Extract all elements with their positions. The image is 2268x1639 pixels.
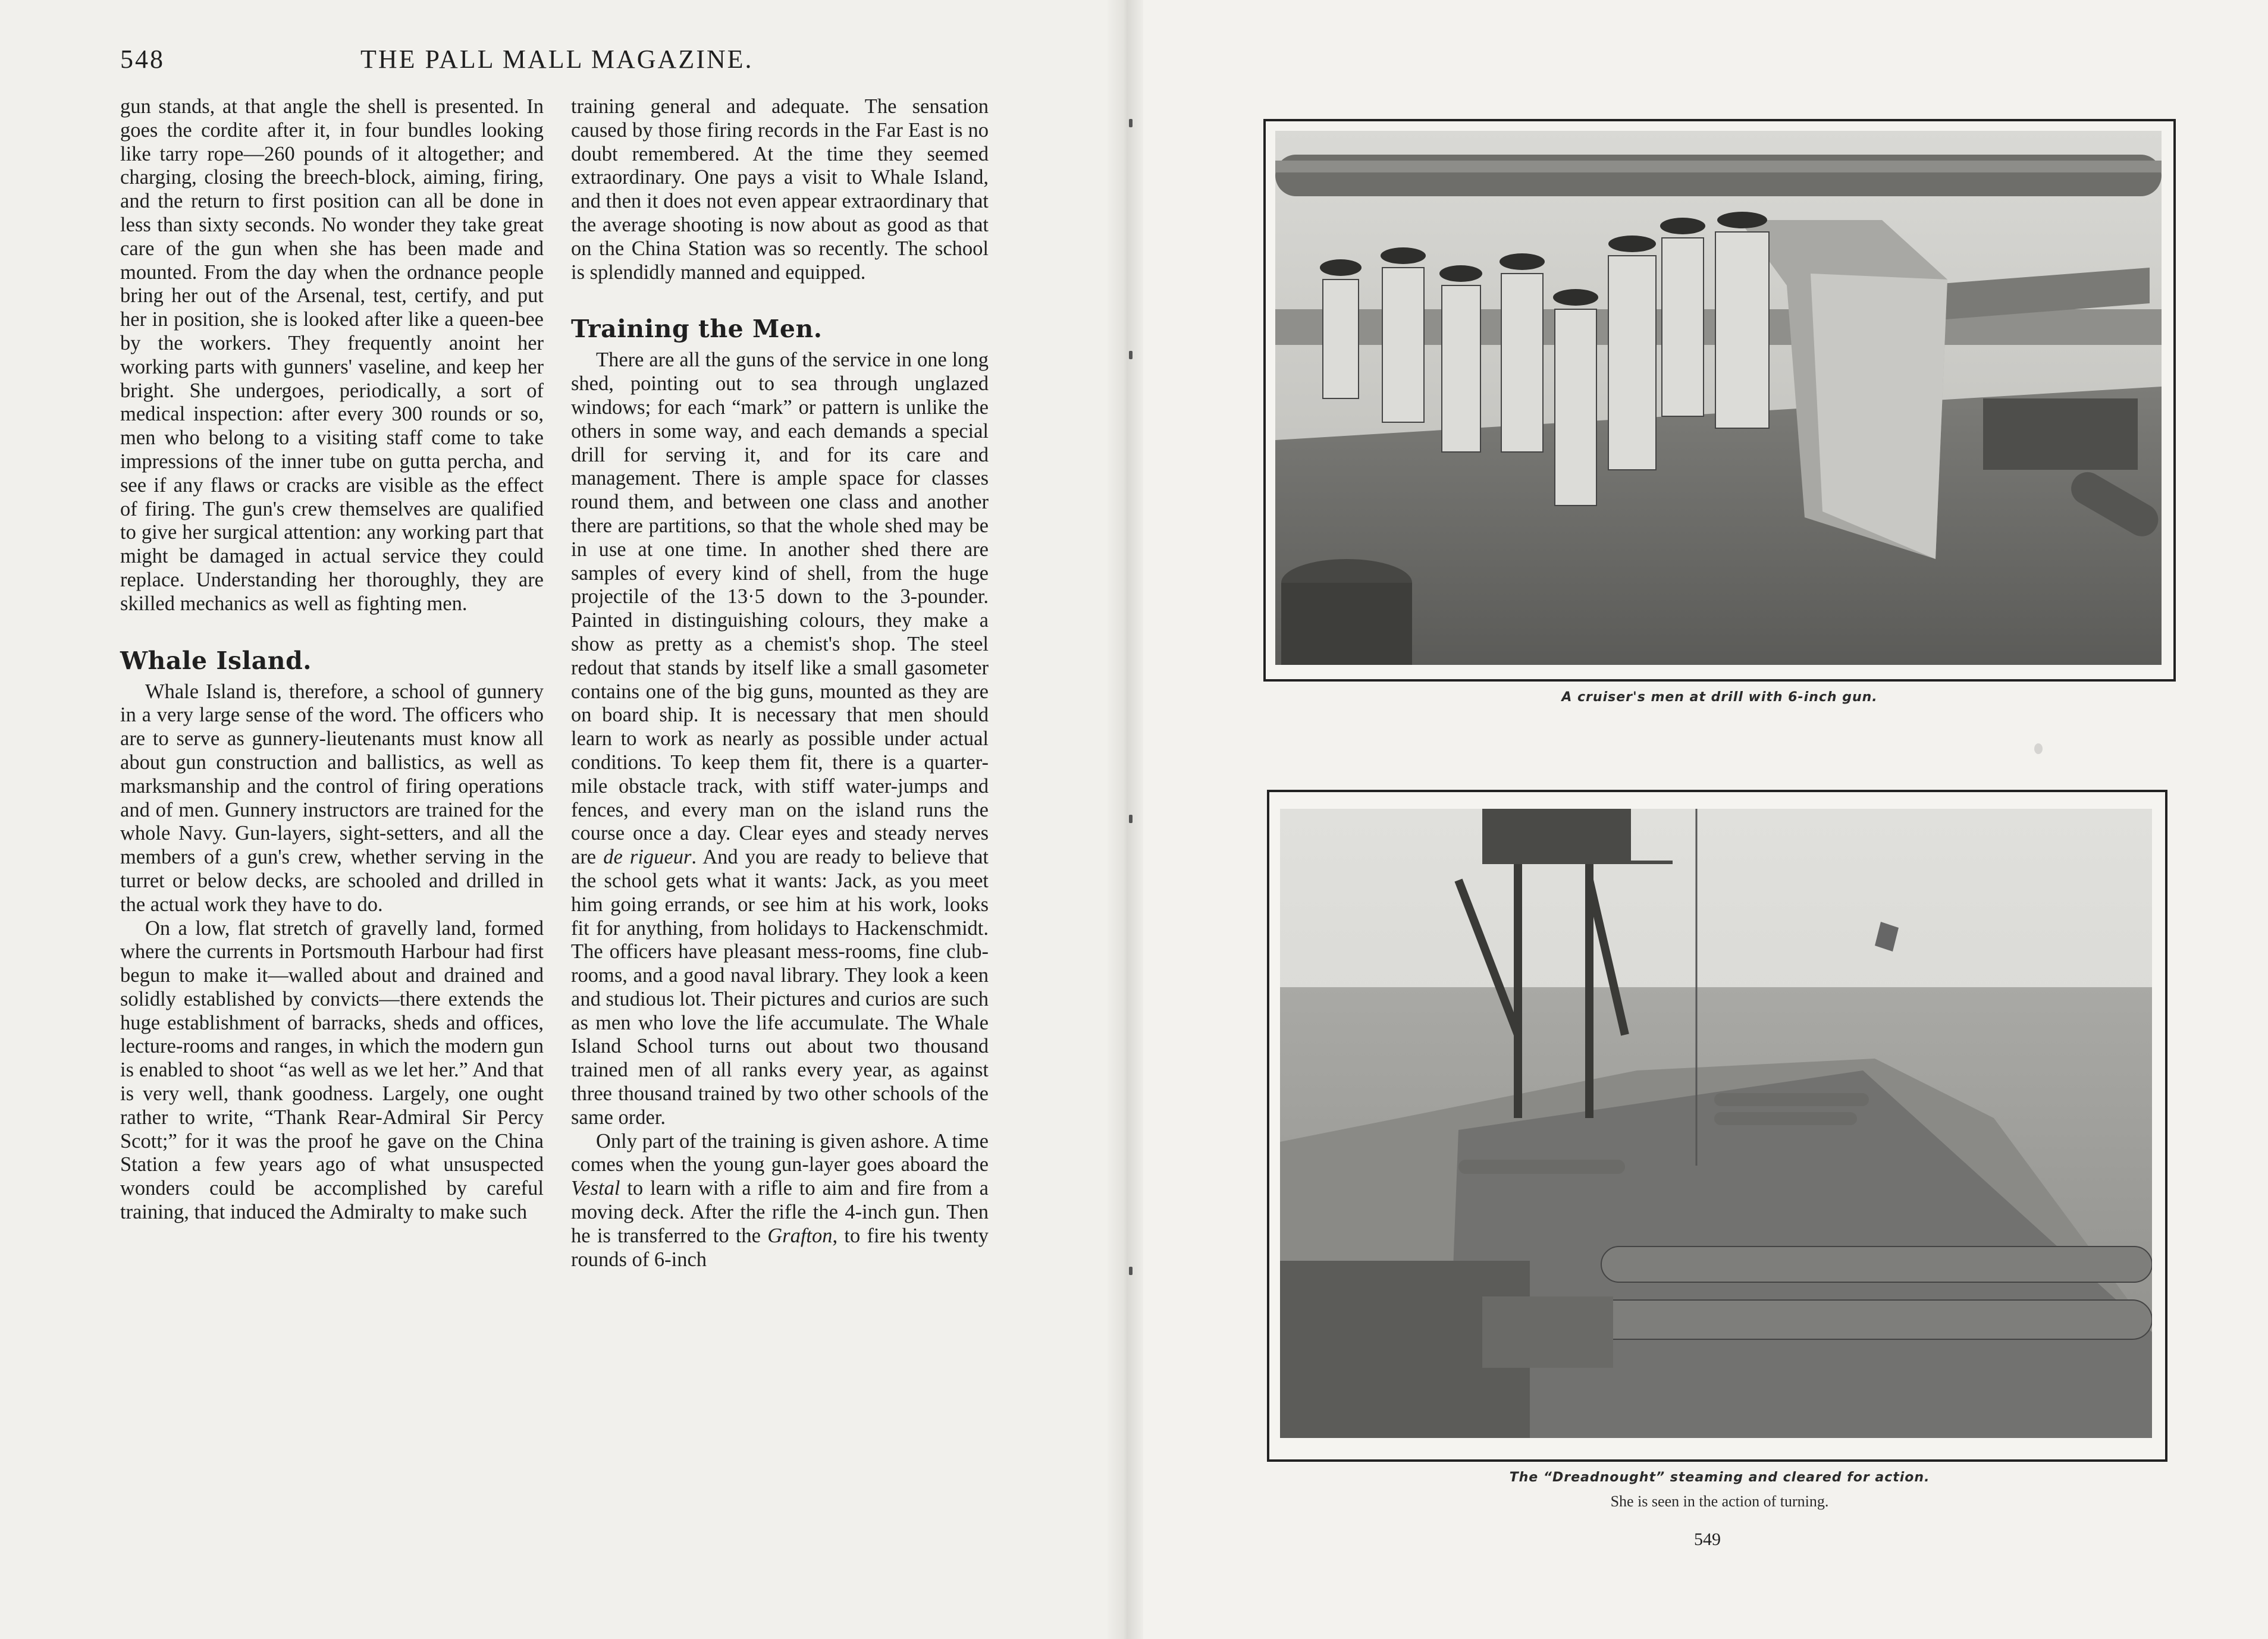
photo-dreadnought [1280,809,2152,1438]
text-run: Only part of the training is given ashore. A time comes when the young gun-layer goes aboard the [571,1129,989,1176]
running-head [120,44,995,80]
paragraph [571,1130,989,1272]
ship-name: Vestal [571,1177,620,1200]
text-run: . And you are ready to believe that the school gets what it wants: Jack, as you meet him going errands, or see him at his work, looks fit for anything, from holidays to Hackenschmidt. The officers have pleasant mess-rooms, fine club-rooms, and a good naval library. They look a keen and studious lot. Their pictures and curios are such as men who love the life accumulate. The Whale Island School turns out about two thousand trained men of all ranks every year, as against three thousand trained by two other schools of the same order. [571,846,989,1129]
page-number-left: 548 [120,45,165,74]
binding-stitch [1129,351,1133,359]
magazine-title: THE PALL MALL MAGAZINE. [360,45,754,74]
photo-gun-drill [1275,131,2162,665]
paragraph [571,348,989,1129]
print-smudge [2034,743,2043,754]
italic-phrase: de rigueur [603,846,692,869]
section-heading-whale-island: Whale Island. [120,646,312,675]
binding-stitch [1129,1267,1133,1275]
text-run: There are all the guns of the service in one long shed, pointing out to sea through unglazed windows; for each “mark” or pattern is unlike the others in some way, and each demands a special drill for serving it, and for its care and management. There is ample space for classes round them, and between one class and another there are partitions, so that the whole shed may be in use at one time. In another shed there are samples of every kind of shell, from the huge projectile of the 13·5 down to the 3-pounder. Painted in distinguishing colours, they make a show as pretty as a chemist's shop. The steel redout that stands by itself like a small gasometer contains one of the big guns, mounted as they are on board ship. It is necessary that men should learn to work as nearly as possible under actual conditions. To keep them fit, there is a quarter-mile obstacle track, with stiff water-jumps and fences, and every man on the island runs the course once a day. Clear eyes and steady nerves are [571,348,989,869]
photo-caption-2-sub: She is seen in the action of turning. [1610,1493,1829,1510]
text-column-1 [120,95,544,1224]
book-gutter [1108,0,1143,1639]
text-run: to learn with a rifle to aim and fire from a moving deck. After the rifle the 4-inch gun. Then he is transferred to the [571,1177,989,1247]
paragraph: gun stands, at that angle the shell is presented. In goes the cordite after it, in four bundles looking like tarry rope—260 pounds of it altogether; and charging, closing the breech-block, aiming, firing, and the return to first position can all be done in less than sixty seconds. No wonder they take great care of the gun when she has been made and mounted. From the day when the ordnance people bring her out of the Arsenal, test, certify, and put her in position, she is looked after like a queen-bee by the workers. They frequently anoint her working parts with gunners' vaseline, and keep her bright. She undergoes, periodically, a sort of medical inspection: after every 300 rounds or so, men who belong to a visiting staff come to take impressions of the inner tube on gutta percha, and see if any flaws or cracks are visible as the effect of firing. The gun's crew themselves are qualified to give her surgical attention: any working part that might be damaged in actual service they could replace. Understanding her thoroughly, they are skilled mechanics as well as fighting men. [120,95,544,615]
paragraph: On a low, flat stretch of gravelly land, formed where the currents in Portsmouth Harbour had first begun to make it—walled about and drained and solidly established by convicts—there extends the huge establishment of barracks, sheds and offices, lecture-rooms and ranges, in which the modern gun is enabled to shoot “as well as we let her.” And that is very well, thank goodness. Largely, one ought rather to write, “Thank Rear-Admiral Sir Percy Scott;” for it was the proof he gave on the China Station a few years ago of what unsuspected wonders could be accomplished by careful training, that induced the Admiralty to make such [120,916,544,1224]
text-run: , to fire his twenty rounds of 6-inch [571,1224,989,1271]
photo-caption-2: The “Dreadnought” steaming and cleared for action. [1509,1470,1930,1485]
section-heading-training: Training the Men. [571,315,823,344]
paragraph: Whale Island is, therefore, a school of gunnery in a very large sense of the word. The officers who are to serve as gunnery-lieutenants must know all about gun construction and ballistics, as well as marksmanship and the control of firing operations and of men. Gunnery instructors are trained for the whole Navy. Gun-layers, sight-setters, and all the members of a gun's crew, whether serving in the turret or below decks, are schooled and drilled in the actual work they have to do. [120,680,544,916]
page-number-right: 549 [1694,1530,1721,1549]
text-column-2 [571,95,989,1271]
photo-caption-1: A cruiser's men at drill with 6-inch gun. [1561,690,1878,705]
binding-stitch [1129,815,1133,823]
ship-name: Grafton [767,1224,833,1247]
binding-stitch [1129,119,1133,127]
paragraph: training general and adequate. The sensation caused by those firing records in the Far East is no doubt remembered. At the time they seemed extraordinary. One pays a visit to Whale Island, and then it does not even appear extraordinary that the average shooting is now about as good as that on the China Station was so recently. The school is splendidly manned and equipped. [571,95,989,284]
